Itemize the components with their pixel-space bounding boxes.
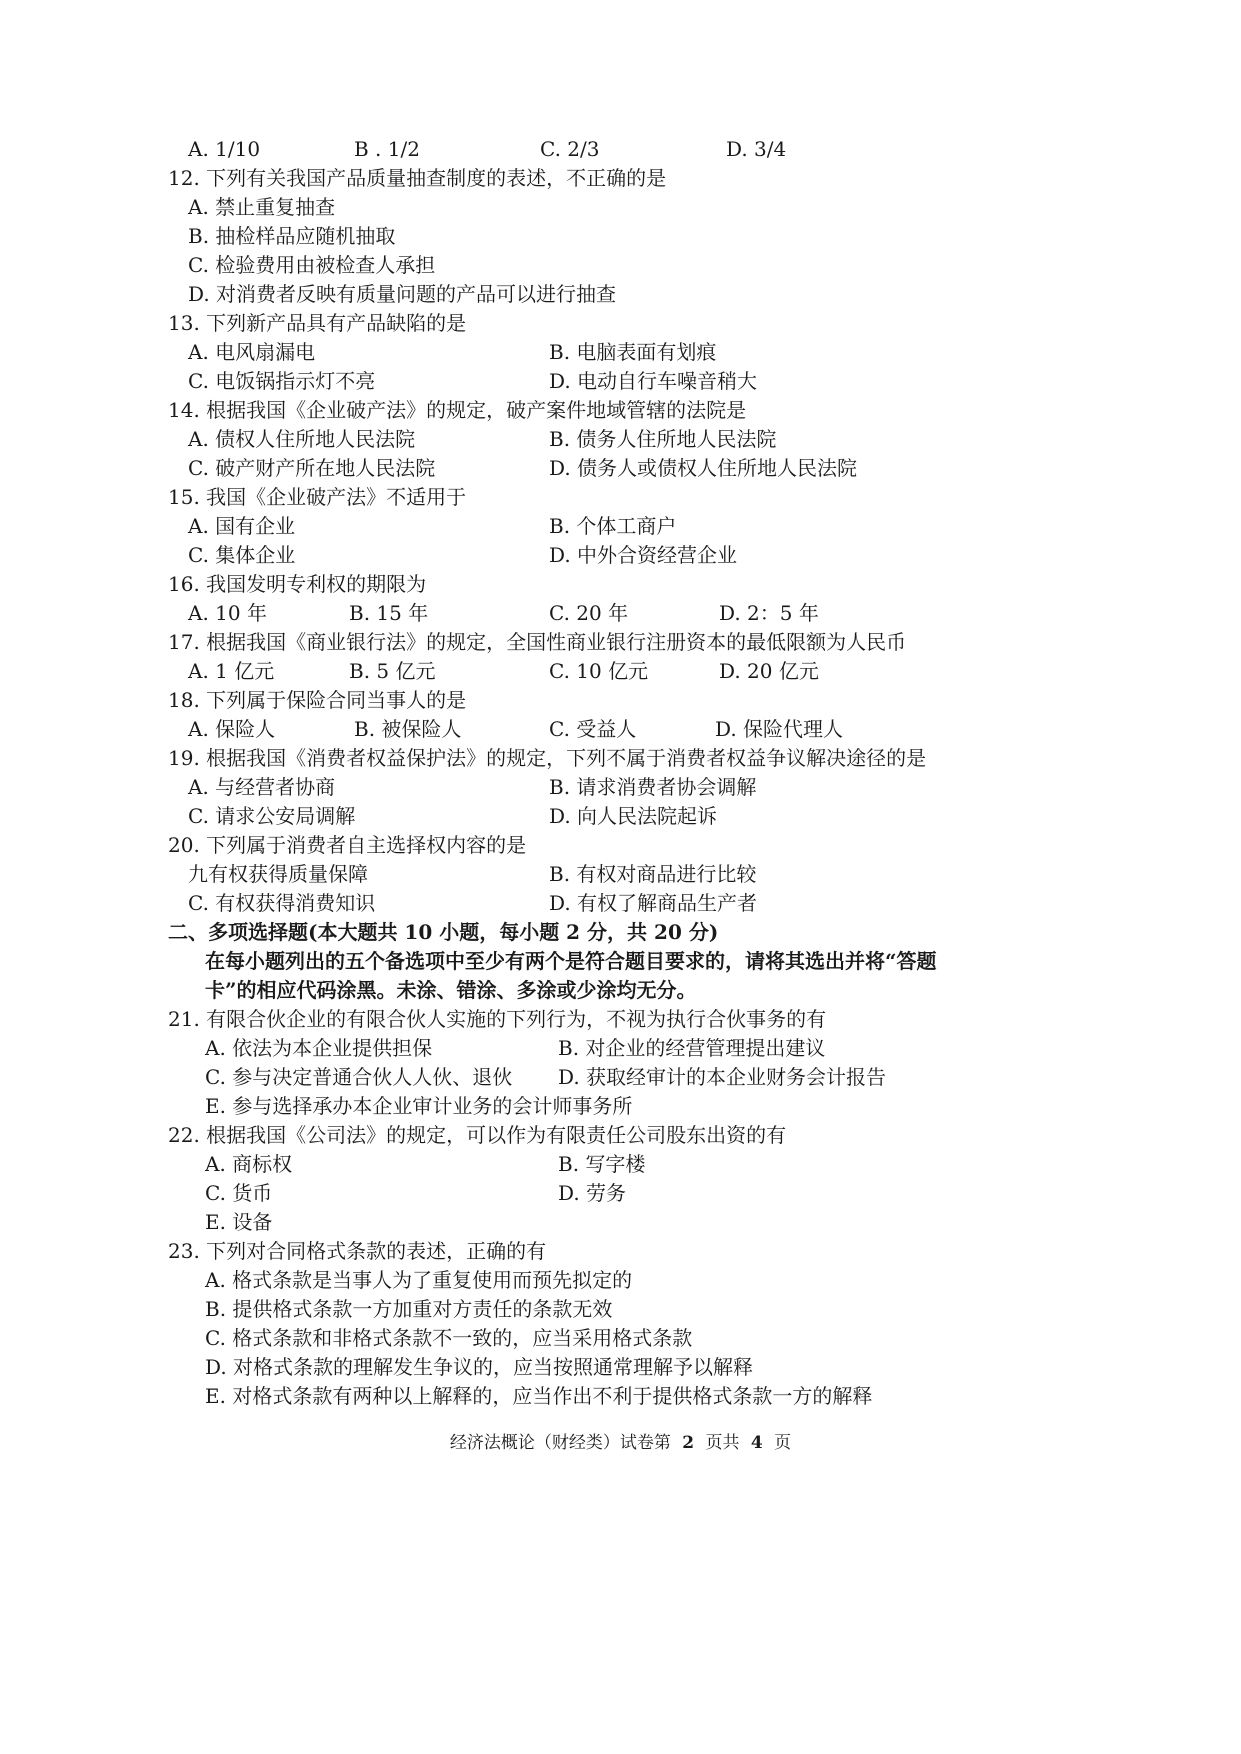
q19-option-a: A. 与经营者协商 [188, 775, 336, 799]
q22-option-b: B. 写字楼 [558, 1152, 646, 1176]
footer-page-number: 2 [682, 1433, 695, 1453]
q22-options-row1 [0, 1148, 1241, 1180]
section2-instruction-line2: 卡”的相应代码涂黑。未涂、错涂、多涂或少涂均无分。 [205, 978, 697, 1002]
q20-options-row2 [0, 887, 1241, 919]
q11-options [0, 133, 1241, 165]
q17-option-d: D. 20 亿元 [719, 659, 819, 683]
q23-stem: 23. 下列对合同格式条款的表述，正确的有 [168, 1239, 547, 1263]
q21-option-e: E. 参与选择承办本企业审计业务的会计师事务所 [205, 1094, 633, 1118]
q13-option-d: D. 电动自行车噪音稍大 [549, 369, 758, 393]
q17-option-c: C. 10 亿元 [549, 659, 649, 683]
q13-options-row1 [0, 336, 1241, 368]
q13-option-a: A. 电风扇漏电 [188, 340, 316, 364]
q14-option-b: B. 债务人住所地人民法院 [549, 427, 777, 451]
q17-option-a: A. 1 亿元 [188, 659, 275, 683]
q12-option-a: A. 禁止重复抽查 [188, 195, 336, 219]
q12-option-b: B. 抽检样品应随机抽取 [188, 224, 396, 248]
q13-options-row2 [0, 365, 1241, 397]
q19-option-b: B. 请求消费者协会调解 [549, 775, 757, 799]
q19-options-row2 [0, 800, 1241, 832]
q16-option-c: C. 20 年 [549, 601, 629, 625]
q19-option-d: D. 向人民法院起诉 [549, 804, 718, 828]
q23-option-d: D. 对格式条款的理解发生争议的，应当按照通常理解予以解释 [205, 1355, 754, 1379]
q18-option-c: C. 受益人 [549, 717, 637, 741]
q14-option-d: D. 债务人或债权人住所地人民法院 [549, 456, 858, 480]
q19-option-c: C. 请求公安局调解 [188, 804, 356, 828]
q20-stem: 20. 下列属于消费者自主选择权内容的是 [168, 833, 527, 857]
q17-option-b: B. 5 亿元 [349, 659, 436, 683]
q20-option-a: 九有权获得质量保障 [188, 862, 368, 886]
q16-option-a: A. 10 年 [188, 601, 267, 625]
q13-option-b: B. 电脑表面有划痕 [549, 340, 717, 364]
q14-options-row1 [0, 423, 1241, 455]
q21-options-row1 [0, 1032, 1241, 1064]
q21-option-c: C. 参与决定普通合伙人人伙、退伙 [205, 1065, 513, 1089]
q23-option-b: B. 提供格式条款一方加重对方责任的条款无效 [205, 1297, 613, 1321]
q17-stem: 17. 根据我国《商业银行法》的规定，全国性商业银行注册资本的最低限额为人民币 [168, 630, 907, 654]
q20-option-c: C. 有权获得消费知识 [188, 891, 376, 915]
q23-option-a: A. 格式条款是当事人为了重复使用而预先拟定的 [205, 1268, 633, 1292]
q17-options [0, 655, 1241, 687]
q20-option-b: B. 有权对商品进行比较 [549, 862, 757, 886]
section2-instruction-line1: 在每小题列出的五个备选项中至少有两个是符合题目要求的，请将其选出并将“答题 [205, 949, 937, 973]
q15-option-d: D. 中外合资经营企业 [549, 543, 738, 567]
q22-option-a: A. 商标权 [205, 1152, 293, 1176]
q11-option-d: D. 3/4 [726, 137, 787, 161]
page-footer [0, 1427, 1241, 1459]
q15-option-a: A. 国有企业 [188, 514, 296, 538]
footer-course: 经济法概论（财经类）试卷第 [449, 1433, 671, 1453]
q11-option-a: A. 1/10 [188, 137, 261, 161]
q18-options [0, 713, 1241, 745]
q15-options-row2 [0, 539, 1241, 571]
q16-stem: 16. 我国发明专利权的期限为 [168, 572, 427, 596]
q21-option-b: B. 对企业的经营管理提出建议 [558, 1036, 826, 1060]
q13-option-c: C. 电饭锅指示灯不亮 [188, 369, 376, 393]
q15-option-b: B. 个体工商户 [549, 514, 677, 538]
q19-options-row1 [0, 771, 1241, 803]
q14-option-a: A. 债权人住所地人民法院 [188, 427, 416, 451]
q22-option-c: C. 货币 [205, 1181, 273, 1205]
q21-option-a: A. 依法为本企业提供担保 [205, 1036, 433, 1060]
q14-option-c: C. 破产财产所在地人民法院 [188, 456, 436, 480]
q18-option-a: A. 保险人 [188, 717, 276, 741]
q21-option-d: D. 获取经审计的本企业财务会计报告 [558, 1065, 887, 1089]
q18-stem: 18. 下列属于保险合同当事人的是 [168, 688, 467, 712]
q19-stem: 19. 根据我国《消费者权益保护法》的规定，下列不属于消费者权益争议解决途径的是 [168, 746, 927, 770]
q22-options-row2 [0, 1177, 1241, 1209]
q14-stem: 14. 根据我国《企业破产法》的规定，破产案件地域管辖的法院是 [168, 398, 747, 422]
q13-stem: 13. 下列新产品具有产品缺陷的是 [168, 311, 467, 335]
q16-option-d: D. 2：5 年 [719, 601, 819, 625]
q11-option-c: C. 2/3 [540, 137, 600, 161]
q20-option-d: D. 有权了解商品生产者 [549, 891, 758, 915]
q18-option-d: D. 保险代理人 [715, 717, 844, 741]
q22-stem: 22. 根据我国《公司法》的规定，可以作为有限责任公司股东出资的有 [168, 1123, 787, 1147]
q20-options-row1 [0, 858, 1241, 890]
q21-options-row2 [0, 1061, 1241, 1093]
q22-option-d: D. 劳务 [558, 1181, 627, 1205]
footer-end: 页 [774, 1433, 792, 1453]
q21-stem: 21. 有限合伙企业的有限合伙人实施的下列行为，不视为执行合伙事务的有 [168, 1007, 827, 1031]
footer-mid: 页共 [705, 1433, 740, 1453]
section2-heading: 二、多项选择题(本大题共 10 小题，每小题 2 分，共 20 分) [168, 920, 719, 944]
q12-option-d: D. 对消费者反映有质量问题的产品可以进行抽查 [188, 282, 617, 306]
q12-stem: 12. 下列有关我国产品质量抽查制度的表述，不正确的是 [168, 166, 667, 190]
q15-option-c: C. 集体企业 [188, 543, 296, 567]
q18-option-b: B. 被保险人 [354, 717, 462, 741]
q23-option-e: E. 对格式条款有两种以上解释的，应当作出不利于提供格式条款一方的解释 [205, 1384, 873, 1408]
q12-option-c: C. 检验费用由被检查人承担 [188, 253, 436, 277]
q14-options-row2 [0, 452, 1241, 484]
q16-options [0, 597, 1241, 629]
q15-stem: 15. 我国《企业破产法》不适用于 [168, 485, 467, 509]
q23-option-c: C. 格式条款和非格式条款不一致的，应当采用格式条款 [205, 1326, 693, 1350]
footer-total-pages: 4 [750, 1433, 763, 1453]
q15-options-row1 [0, 510, 1241, 542]
q16-option-b: B. 15 年 [349, 601, 429, 625]
q22-option-e: E. 设备 [205, 1210, 273, 1234]
q11-option-b: B . 1/2 [354, 137, 420, 161]
